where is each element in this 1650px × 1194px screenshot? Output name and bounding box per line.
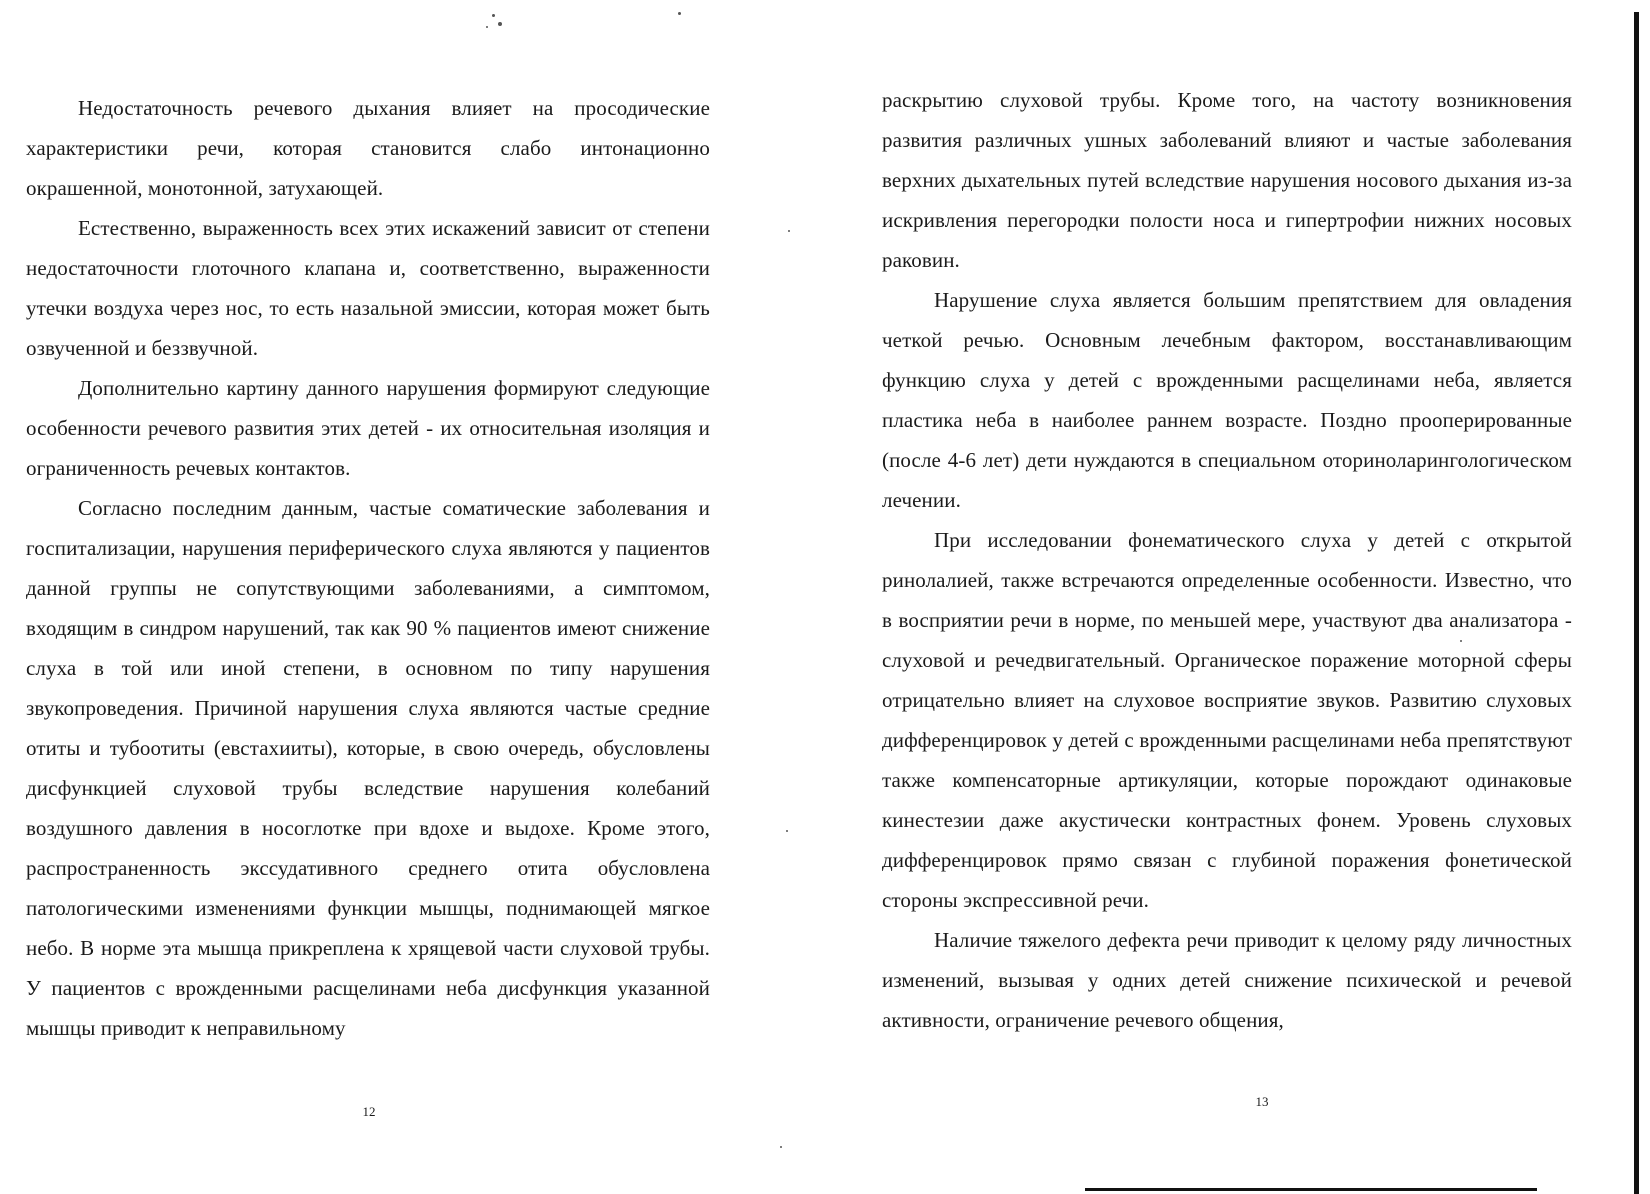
left-paragraph-1: Недостаточность речевого дыхания влияет на просодические характеристики речи, которая становится слабо интонационно окрашенной, монотонной, затухающей. (26, 96, 710, 200)
right-paragraph-3: Наличие тяжелого дефекта речи приводит к целому ряду личностных изменений, вызывая у одних детей снижение психической и речевой активности, ограничение речевого общения, (882, 928, 1572, 1032)
left-paragraph-4: Согласно последним данным, частые соматические заболевания и госпитализации, нарушения периферического слуха являются у пациентов данной группы не сопутствующими заболеваниями, а симптомом, входящим в синдром нарушений, так как 90 % пациентов имеют снижение слуха в той или иной степени, в основном по типу нарушения звукопроведения. Причиной нарушения слуха являются частые средние отиты и тубоотиты (евстахииты), которые, в свою очередь, обусловлены дисфункцией слуховой трубы вследствие нарушения колебаний воздушного давления в носоглотке при вдохе и выдохе. Кроме этого, распространенность экссудативного среднего отита обусловлена патологическими изменениями функции мышцы, поднимающей мягкое небо. В норме эта мышца прикреплена к хрящевой части слуховой трубы. У пациентов с врожденными расщелинами неба дисфункция указанной мышцы приводит к неправильному (26, 496, 710, 1040)
left-page-text (26, 88, 710, 1048)
right-page-number: 13 (1255, 1094, 1269, 1109)
left-page (0, 0, 760, 1194)
left-page-number: 12 (362, 1104, 376, 1119)
scan-speck (492, 14, 495, 17)
left-paragraph-2: Естественно, выраженность всех этих искажений зависит от степени недостаточности глоточного клапана и, соответственно, выраженности утечки воздуха через нос, то есть назальной эмиссии, которая может быть озвученной и беззвучной. (26, 216, 710, 360)
scan-speck (788, 230, 790, 232)
scan-speck (786, 830, 788, 832)
right-paragraph-2: При исследовании фонематического слуха у детей с открытой ринолалией, также встречаются определенные особенности. Известно, что в восприятии речи в норме, по меньшей мере, участвуют два анализатора - слуховой и речедвигательный. Органическое поражение моторной сферы отрицательно влияет на слуховое восприятие звуков. Развитию слуховых дифференцировок у детей с врожденными расщелинами неба препятствуют также компенсаторные артикуляции, которые порождают одинаковые кинестезии даже акустически контрастных фонем. Уровень слуховых дифференцировок прямо связан с глубиной поражения фонетической стороны экспрессивной речи. (882, 528, 1572, 912)
scan-speck (678, 12, 681, 15)
scan-speck (1460, 640, 1462, 642)
scan-speck (486, 26, 488, 28)
right-page-text (882, 80, 1572, 1040)
right-continuation-paragraph: раскрытию слуховой трубы. Кроме того, на частоту возникновения развития различных ушных заболеваний влияют и частые заболевания верхних дыхательных путей вследствие нарушения носового дыхания из-за искривления перегородки полости носа и гипертрофии нижних носовых раковин. (882, 88, 1572, 272)
left-paragraph-3: Дополнительно картину данного нарушения формируют следующие особенности речевого развития этих детей - их относительная изоляция и ограниченность речевых контактов. (26, 376, 710, 480)
scan-edge-right (1634, 12, 1639, 1194)
scan-speck (498, 22, 502, 26)
right-page (860, 0, 1620, 1194)
scan-speck (780, 1146, 782, 1148)
scan-edge-bottom (1085, 1188, 1537, 1191)
right-paragraph-1: Нарушение слуха является большим препятствием для овладения четкой речью. Основным лечебным фактором, восстанавливающим функцию слуха у детей с врожденными расщелинами неба, является пластика неба в наиболее раннем возрасте. Поздно прооперированные (после 4-6 лет) дети нуждаются в специальном оториноларингологическом лечении. (882, 288, 1572, 512)
